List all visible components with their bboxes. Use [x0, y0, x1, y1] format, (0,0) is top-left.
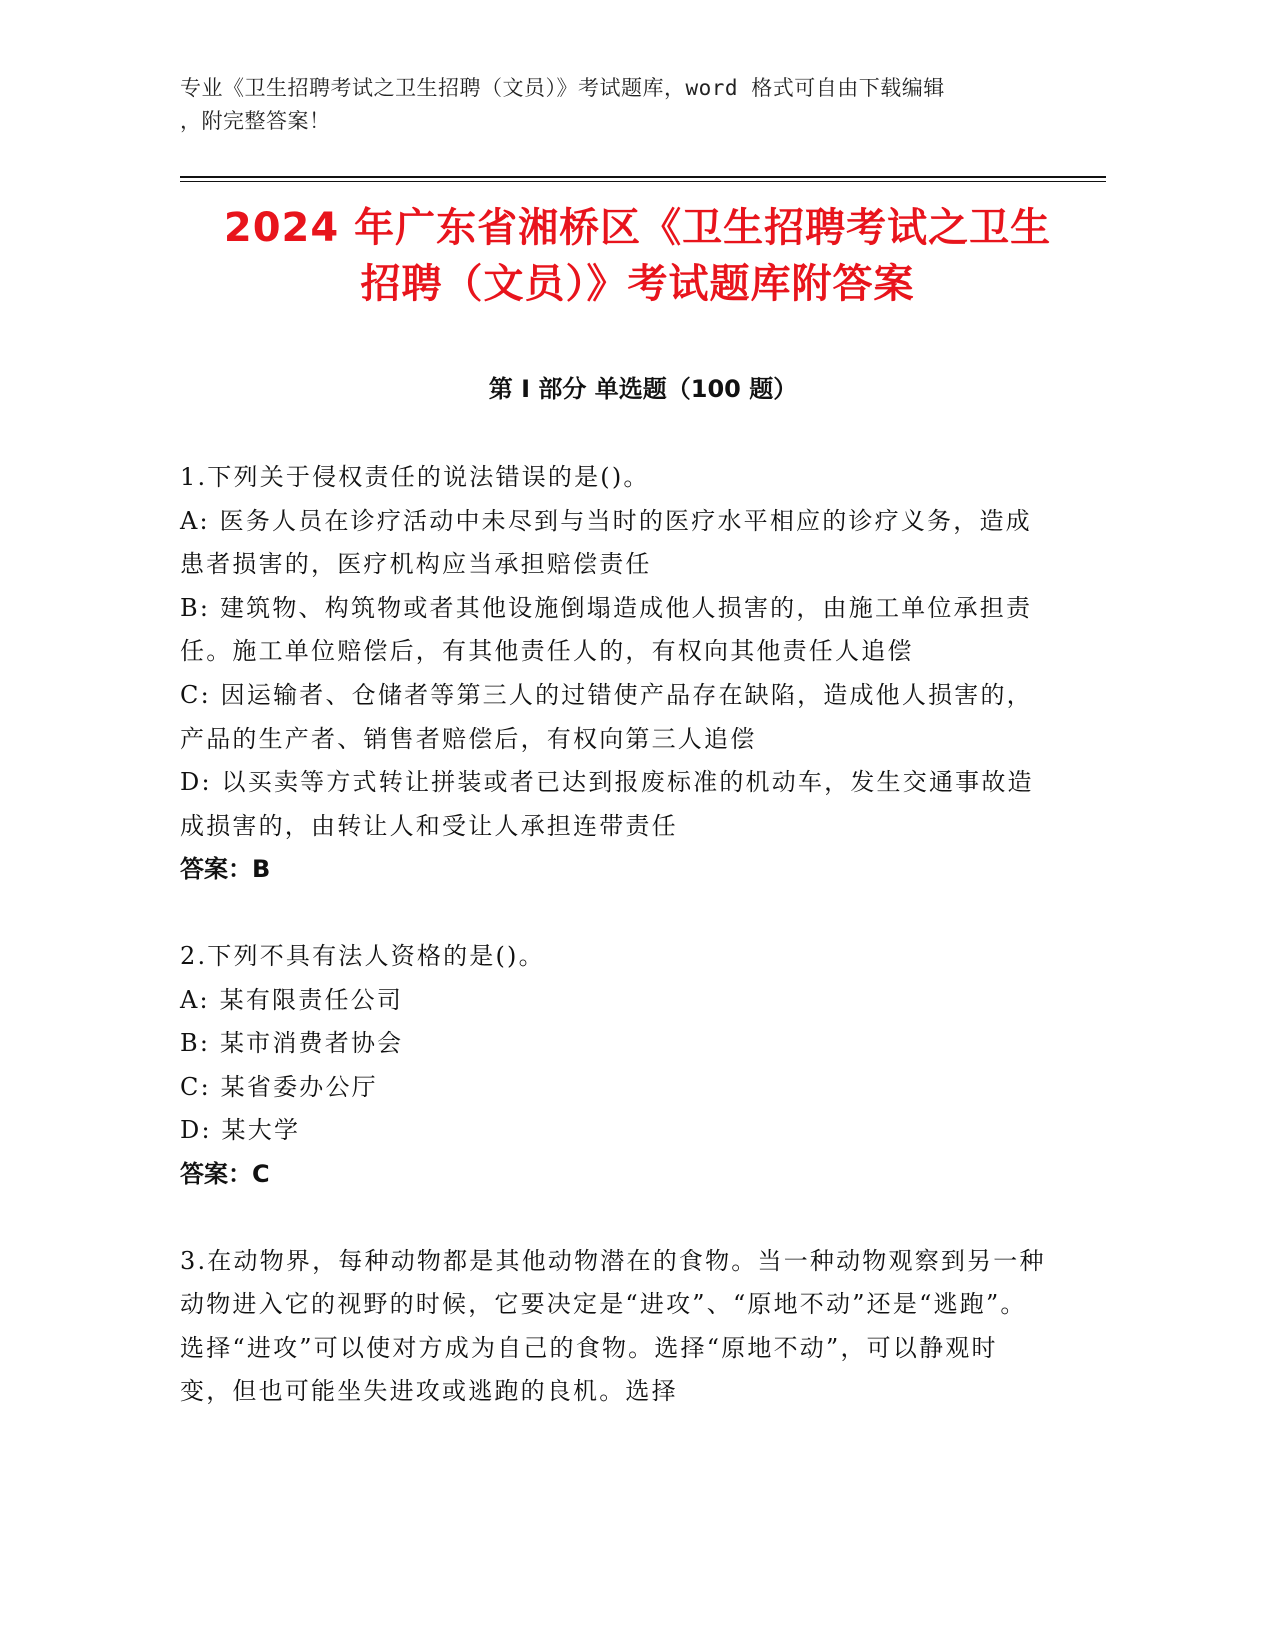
option-b: B: 某市消费者协会 — [180, 1029, 404, 1058]
question-list — [180, 456, 1050, 1457]
option-c: C: 某省委办公厅 — [180, 1072, 378, 1101]
section-heading: 第 I 部分 单选题（100 题） — [488, 375, 798, 403]
question-stem: 2.下列不具有法人资格的是()。 — [180, 941, 545, 970]
option-b: B: 建筑物、构筑物或者其他设施倒塌造成他人损害的，由施工单位承担责任。施工单位赔偿后，有其他责任人的，有权向其他责任人追偿 — [180, 593, 1033, 666]
option-c: C: 因运输者、仓储者等第三人的过错使产品存在缺陷，造成他人损害的，产品的生产者、销售者赔偿后，有权向第三人追偿 — [180, 680, 1033, 753]
question-3 — [180, 1240, 1050, 1414]
question-stem: 1.下列关于侵权责任的说法错误的是()。 — [180, 463, 650, 491]
header-note-line-1: 专业《卫生招聘考试之卫生招聘（文员）》考试题库，word 格式可自由下载编辑 — [180, 76, 945, 100]
header-divider-thick — [180, 176, 1106, 178]
answer: 答案：C — [180, 1159, 270, 1188]
option-a: A: 某有限责任公司 — [180, 985, 404, 1014]
question-stem: 3.在动物界，每种动物都是其他动物潜在的食物。当一种动物观察到另一种动物进入它的视野的时候，它要决定是“进攻”、“原地不动”还是“逃跑”。选择“进攻”可以使对方成为自己的食物。选择“原地不动”，可以静观时变，但也可能坐失进攻或逃跑的良机。选择 — [180, 1246, 1046, 1406]
document-title-line-1: 2024 年广东省湘桥区《卫生招聘考试之卫生 — [223, 205, 1052, 251]
option-d: D: 某大学 — [180, 1116, 301, 1145]
option-d: D: 以买卖等方式转让拼装或者已达到报废标准的机动车，发生交通事故造成损害的，由转让人和受让人承担连带责任 — [180, 768, 1034, 840]
header-note-line-2: ，附完整答案！ — [180, 109, 331, 133]
document-title — [150, 200, 1125, 312]
question-2 — [180, 935, 1050, 1197]
answer: 答案：B — [180, 855, 271, 884]
question-1 — [180, 456, 1050, 892]
header-divider-thin — [180, 181, 1106, 182]
document-title-line-2: 招聘（文员）》考试题库附答案 — [360, 261, 915, 307]
header-note — [180, 72, 1080, 138]
option-a: A: 医务人员在诊疗活动中未尽到与当时的医疗水平相应的诊疗义务，造成患者损害的，医疗机构应当承担赔偿责任 — [180, 506, 1032, 579]
